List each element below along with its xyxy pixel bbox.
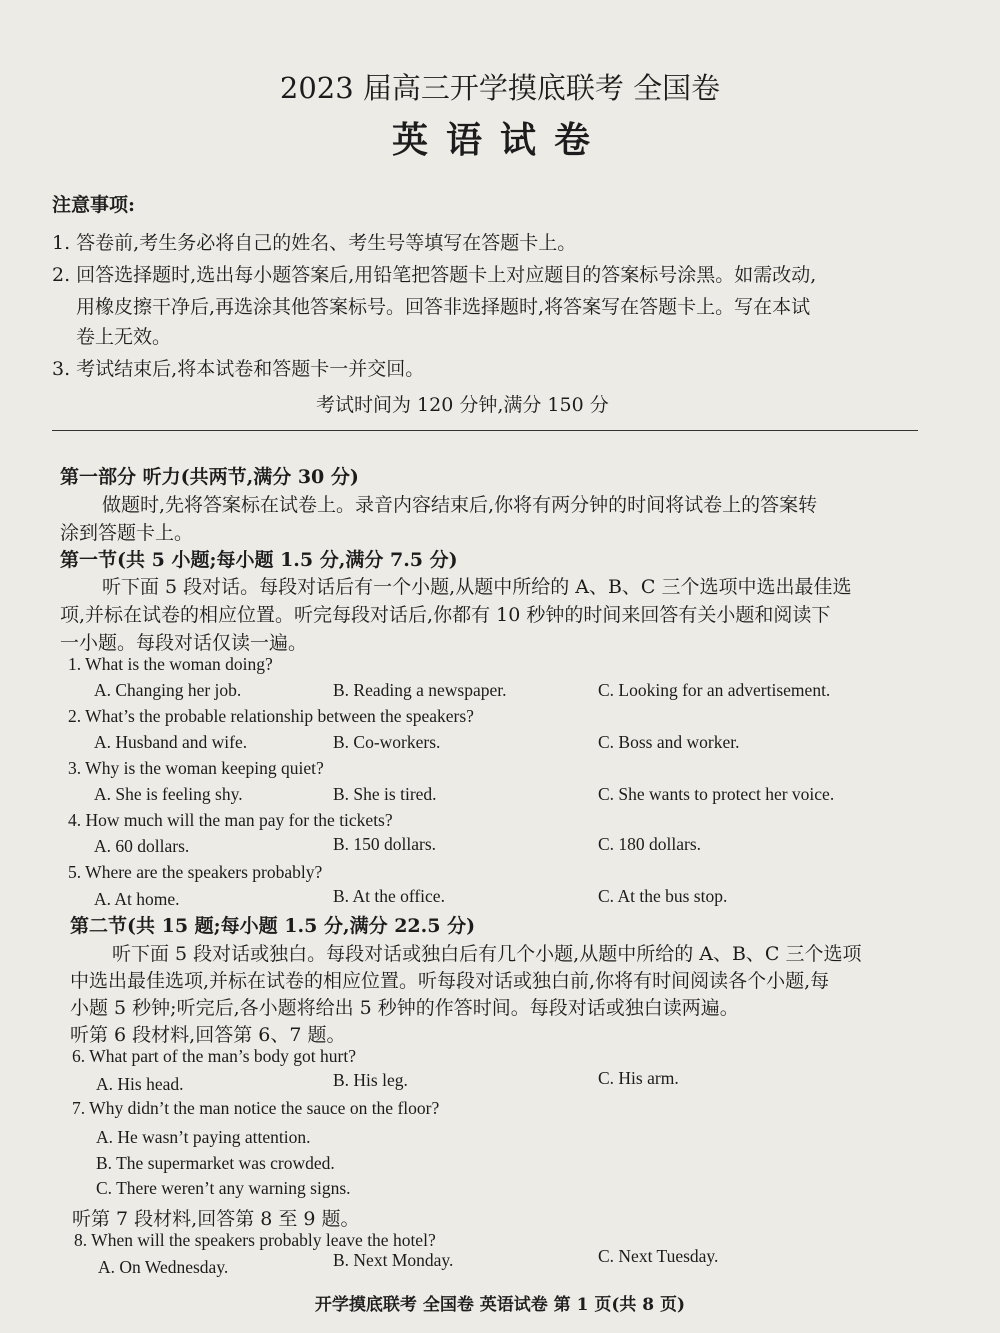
question-1-option-a: A. Changing her job. xyxy=(94,680,242,700)
question-6-option-a: A. His head. xyxy=(96,1074,184,1094)
section1-instruction-line-2: 项,并标在试卷的相应位置。听完每段对话后,你都有 10 秒钟的时间来回答有关小题和阅读下 xyxy=(60,604,831,626)
question-7-option-c: C. There weren’t any warning signs. xyxy=(96,1178,351,1198)
question-4-option-a: A. 60 dollars. xyxy=(94,836,190,856)
question-4: 4. How much will the man pay for the tickets? xyxy=(68,810,393,830)
part1-instruction-line-2: 涂到答题卡上。 xyxy=(60,522,194,544)
section1-instruction-line-1: 听下面 5 段对话。每段对话后有一个小题,从题中所给的 A、B、C 三个选项中选出最佳选 xyxy=(102,576,852,598)
notice-item-3: 3. 考试结束后,将本试卷和答题卡一并交回。 xyxy=(52,358,425,380)
part1-instruction-line-1: 做题时,先将答案标在试卷上。录音内容结束后,你将有两分钟的时间将试卷上的答案转 xyxy=(102,494,818,516)
question-7-option-b: B. The supermarket was crowded. xyxy=(96,1153,335,1173)
notice-item-2-line-1: 2. 回答选择题时,选出每小题答案后,用铅笔把答题卡上对应题目的答案标号涂黑。如需改动, xyxy=(52,264,817,286)
question-1-option-b: B. Reading a newspaper. xyxy=(333,680,507,700)
question-5-option-c: C. At the bus stop. xyxy=(598,886,728,906)
section2-instruction-line-3: 小题 5 秒钟;听完后,各小题将给出 5 秒钟的作答时间。每段对话或独白读两遍。 xyxy=(70,997,739,1019)
material-6-label: 听第 6 段材料,回答第 6、7 题。 xyxy=(70,1024,346,1046)
notice-item-2-line-2: 用橡皮擦干净后,再选涂其他答案标号。回答非选择题时,将答案写在答题卡上。写在本试 xyxy=(76,296,811,318)
exam-title: 2023 届高三开学摸底联考 全国卷 xyxy=(279,71,721,105)
question-8-option-b: B. Next Monday. xyxy=(333,1250,454,1270)
question-2-option-c: C. Boss and worker. xyxy=(598,732,740,752)
question-8-option-a: A. On Wednesday. xyxy=(98,1257,229,1277)
divider xyxy=(52,430,918,431)
question-1-option-c: C. Looking for an advertisement. xyxy=(598,680,831,700)
notice-item-1: 1. 答卷前,考生务必将自己的姓名、考生号等填写在答题卡上。 xyxy=(52,232,577,254)
question-4-option-c: C. 180 dollars. xyxy=(598,834,702,854)
notice-heading: 注意事项: xyxy=(52,194,136,216)
section2-instruction-line-1: 听下面 5 段对话或独白。每段对话或独白后有几个小题,从题中所给的 A、B、C 三个选项 xyxy=(112,943,862,965)
question-5-option-b: B. At the office. xyxy=(333,886,445,906)
part1-heading: 第一部分 听力(共两节,满分 30 分) xyxy=(60,466,359,488)
question-2: 2. What’s the probable relationship between the speakers? xyxy=(68,706,474,726)
question-3: 3. Why is the woman keeping quiet? xyxy=(68,758,324,778)
question-5-option-a: A. At home. xyxy=(94,889,180,909)
question-6-option-c: C. His arm. xyxy=(598,1068,679,1088)
section2-heading: 第二节(共 15 题;每小题 1.5 分,满分 22.5 分) xyxy=(70,915,476,937)
material-7-label: 听第 7 段材料,回答第 8 至 9 题。 xyxy=(72,1208,360,1230)
section2-instruction-line-2: 中选出最佳选项,并标在试卷的相应位置。听每段对话或独白前,你将有时间阅读各个小题,每 xyxy=(70,970,830,992)
question-4-option-b: B. 150 dollars. xyxy=(333,834,437,854)
question-2-option-a: A. Husband and wife. xyxy=(94,732,248,752)
question-6-option-b: B. His leg. xyxy=(333,1070,408,1090)
question-3-option-b: B. She is tired. xyxy=(333,784,437,804)
question-7: 7. Why didn’t the man notice the sauce on the floor? xyxy=(72,1098,440,1118)
page-footer: 开学摸底联考 全国卷 英语试卷 第 1 页(共 8 页) xyxy=(314,1295,686,1315)
question-1: 1. What is the woman doing? xyxy=(68,654,273,674)
question-5: 5. Where are the speakers probably? xyxy=(68,862,323,882)
section1-heading: 第一节(共 5 小题;每小题 1.5 分,满分 7.5 分) xyxy=(60,549,458,571)
question-3-option-c: C. She wants to protect her voice. xyxy=(598,784,835,804)
question-8-option-c: C. Next Tuesday. xyxy=(598,1246,719,1266)
question-8: 8. When will the speakers probably leave the hotel? xyxy=(74,1230,436,1250)
subject-title: 英语试卷 xyxy=(391,119,608,161)
section1-instruction-line-3: 一小题。每段对话仅读一遍。 xyxy=(60,632,308,654)
question-6: 6. What part of the man’s body got hurt? xyxy=(72,1046,356,1066)
notice-item-2-line-3: 卷上无效。 xyxy=(76,326,172,348)
question-7-option-a: A. He wasn’t paying attention. xyxy=(96,1127,311,1147)
exam-time: 考试时间为 120 分钟,满分 150 分 xyxy=(316,394,609,416)
question-2-option-b: B. Co-workers. xyxy=(333,732,441,752)
question-3-option-a: A. She is feeling shy. xyxy=(94,784,243,804)
